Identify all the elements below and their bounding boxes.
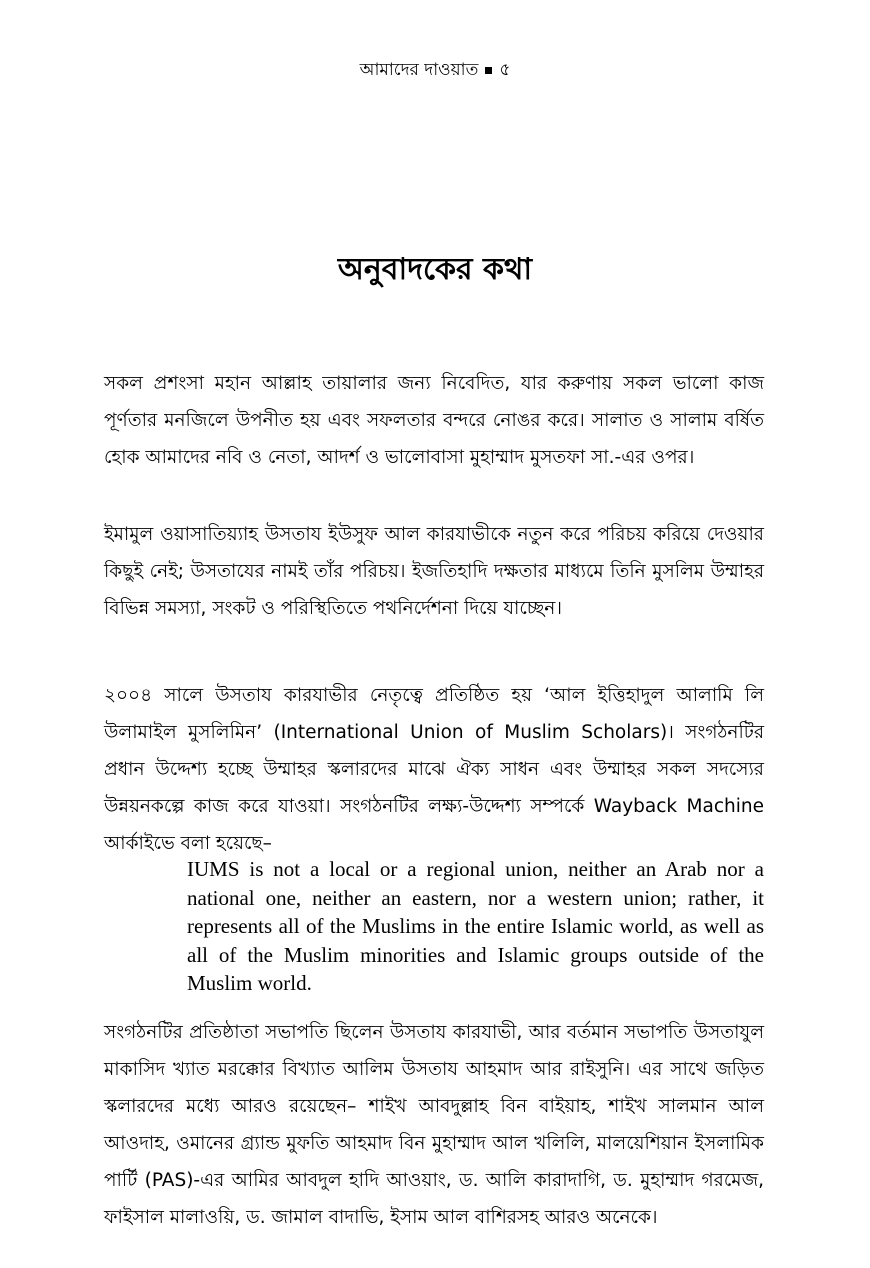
square-bullet-icon xyxy=(485,67,492,74)
book-title: আমাদের দাওয়াত xyxy=(359,60,479,80)
paragraph-praise: সকল প্রশংসা মহান আল্লাহ তায়ালার জন্য নিবেদিত, যার করুণায় সকল ভালো কাজ পূর্ণতার মনজিলে উপনীত হয় এবং সফলতার বন্দরে নোঙর করে। সালাত ও সালাম বর্ষিত হোক আমাদের নবি ও নেতা, আদর্শ ও ভালোবাসা মুহাম্মাদ মুসতফা সা.-এর ওপর। xyxy=(104,373,764,468)
paragraph-iums-members: সংগঠনটির প্রতিষ্ঠাতা সভাপতি ছিলেন উসতায কারযাভী, আর বর্তমান সভাপতি উসতাযুল মাকাসিদ খ্যাত মরক্কোর বিখ্যাত আলিম উসতায আহমাদ আর রাইসুনি। এর সাথে জড়িত স্কলারদের মধ্যে আরও রয়েছেন– শাইখ আবদুল্লাহ বিন বাইয়াহ, শাইখ সালমান আল আওদাহ, ওমানের গ্র্যান্ড মুফতি আহমাদ বিন মুহাম্মাদ আল খলিলি, মালয়েশিয়ান ইসলামিক পার্টি (PAS)-এর আমির আবদুল হাদি আওয়াং, ড. আলি কারাদাগি, ড. মুহাম্মাদ গরমেজ, ফাইসাল মালাওয়ি, ড. জামাল বাদাভি, ইসাম আল বাশিরসহ আরও অনেকে। xyxy=(104,1022,764,1228)
paragraph-introduction: ইমামুল ওয়াসাতিয়্যাহ উসতায ইউসুফ আল কারযাভীকে নতুন করে পরিচয় করিয়ে দেওয়ার কিছুই নেই; উসতাযের নামই তাঁর পরিচয়। ইজতিহাদি দক্ষতার মাধ্যমে তিনি মুসলিম উম্মাহর বিভিন্ন সমস্যা, সংকট ও পরিস্থিতিতে পথনির্দেশনা দিয়ে যাচ্ছেন। xyxy=(104,524,764,619)
chapter-title: অনুবাদকের কথা xyxy=(337,252,533,287)
running-header xyxy=(0,58,870,82)
paragraph-iums-founding: ২০০৪ সালে উসতায কারযাভীর নেতৃত্বে প্রতিষ্ঠিত হয় ‘আল ইত্তিহাদুল আলামি লি উলামাইল মুসলিমিন’ (International Union of Muslim Scholars)। সংগঠনটির প্রধান উদ্দেশ্য হচ্ছে উম্মাহর স্কলারদের মাঝে ঐক্য সাধন এবং উম্মাহর সকল সদস্যের উন্নয়নকল্পে কাজ করে যাওয়া। সংগঠনটির লক্ষ্য-উদ্দেশ্য সম্পর্কে Wayback Machine আর্কাইভে বলা হয়েছে– xyxy=(104,685,764,854)
page-number: ৫ xyxy=(499,60,511,80)
block-quote: IUMS is not a local or a regional union, neither an Arab nor a national one, neither an eastern, nor a western union; rather, it represents all of the Muslims in the entire Islamic world, as well as all of the Muslim minorities and Islamic groups outside of the Muslim world. xyxy=(187,857,764,995)
